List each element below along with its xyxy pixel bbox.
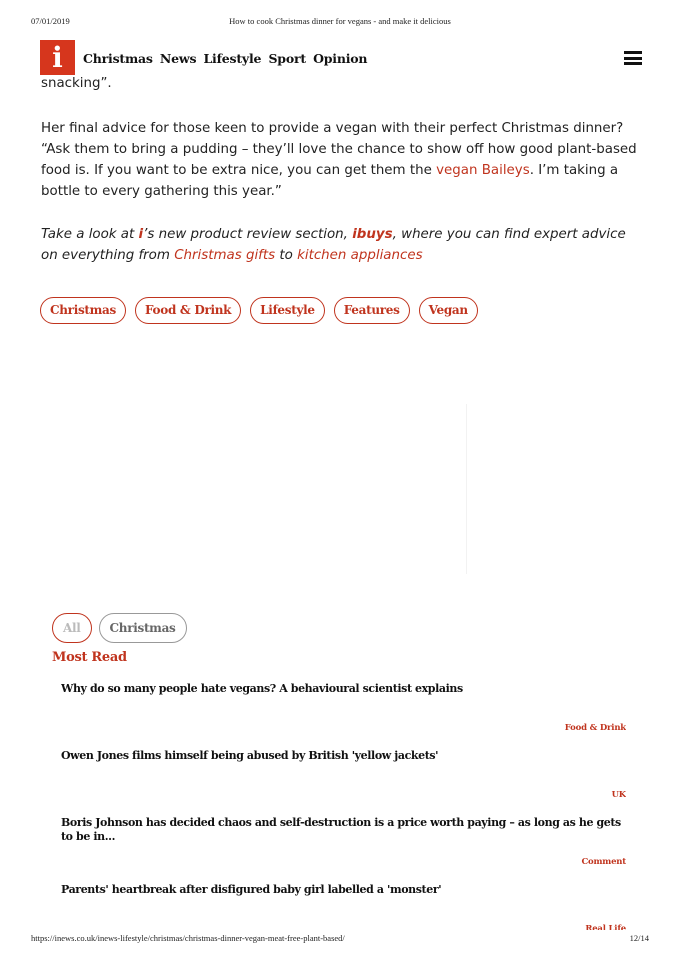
filter-all[interactable]: All xyxy=(52,613,92,643)
ad-divider xyxy=(466,404,467,574)
nav-item-christmas[interactable]: Christmas xyxy=(83,51,153,66)
filter-christmas[interactable]: Christmas xyxy=(99,613,187,643)
list-item[interactable] xyxy=(61,883,626,930)
tag-lifestyle[interactable]: Lifestyle xyxy=(250,297,325,324)
tag-features[interactable]: Features xyxy=(334,297,410,324)
vegan-baileys-link[interactable]: vegan Baileys xyxy=(436,163,530,178)
nav-item-opinion[interactable]: Opinion xyxy=(313,51,368,66)
list-item-category[interactable]: Real Life xyxy=(585,924,626,930)
list-item-headline[interactable]: Owen Jones films himself being abused by British 'yellow jackets' xyxy=(61,749,439,762)
list-item-headline[interactable]: Parents' heartbreak after disfigured baby girl labelled a 'monster' xyxy=(61,883,442,896)
most-read-filters xyxy=(52,613,187,643)
list-item-headline[interactable]: Why do so many people hate vegans? A behavioural scientist explains xyxy=(61,682,463,695)
christmas-gifts-link[interactable]: Christmas gifts xyxy=(174,248,276,263)
site-logo[interactable]: i xyxy=(40,40,75,75)
print-header xyxy=(31,16,649,28)
nav-item-sport[interactable]: Sport xyxy=(268,51,306,66)
list-item-category[interactable]: Food & Drink xyxy=(564,723,626,733)
ibuys-link[interactable]: ibuys xyxy=(352,227,393,242)
list-item[interactable] xyxy=(61,749,626,816)
print-date: 07/01/2019 xyxy=(31,16,70,26)
article-tags xyxy=(40,297,478,324)
nav-item-news[interactable]: News xyxy=(159,51,197,66)
article-cut-line: snacking”. xyxy=(41,76,112,91)
site-header xyxy=(40,40,642,76)
tag-food-drink[interactable]: Food & Drink xyxy=(135,297,241,324)
list-item-category[interactable]: Comment xyxy=(581,857,626,867)
most-read-heading: Most Read xyxy=(52,650,127,665)
list-item-headline[interactable]: Boris Johnson has decided chaos and self-destruction is a price worth paying – as long as he gets to be in... xyxy=(61,816,621,843)
hamburger-menu-icon[interactable] xyxy=(624,51,642,65)
article-paragraph: Her final advice for those keen to provide a vegan with their perfect Christmas dinner? “Ask them to bring a pudding – they’ll love the chance to show off how good plant-based food is. If you want to be extra nice, you can get them the vegan Baileys. I’m taking a bottle to every gathering this year.” xyxy=(41,121,637,199)
i-link[interactable]: i xyxy=(138,227,144,242)
tag-vegan[interactable]: Vegan xyxy=(419,297,478,324)
print-title: How to cook Christmas dinner for vegans - and make it delicious xyxy=(229,16,451,26)
ad-placeholder xyxy=(40,404,467,574)
main-nav xyxy=(83,51,370,66)
tag-christmas[interactable]: Christmas xyxy=(40,297,126,324)
most-read-list xyxy=(61,682,626,930)
list-item-category[interactable]: UK xyxy=(611,790,626,800)
list-item[interactable] xyxy=(61,816,626,883)
print-url: https://inews.co.uk/inews-lifestyle/christmas/christmas-dinner-vegan-meat-free-plant-based/ xyxy=(31,933,345,943)
list-item[interactable] xyxy=(61,682,626,749)
ibuys-promo-paragraph: Take a look at i’s new product review section, ibuys, where you can find expert advice on everything from Christmas gifts to kitchen appliances xyxy=(41,227,626,263)
nav-item-lifestyle[interactable]: Lifestyle xyxy=(203,51,262,66)
kitchen-appliances-link[interactable]: kitchen appliances xyxy=(297,248,423,263)
print-footer xyxy=(31,933,649,945)
page-number: 12/14 xyxy=(629,933,649,943)
